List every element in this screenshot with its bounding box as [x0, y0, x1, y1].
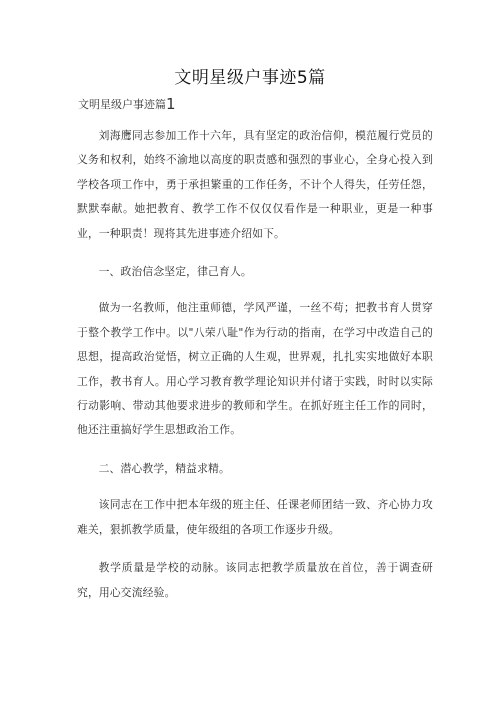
paragraph-section-1: 做为一名教师，他注重师德，学风严谨，一丝不苟；把教书育人贯穿于整个教学工作中。以"八荣八耻"作为行动的指南，在学习中改造自己的思想，提高政治觉悟，树立正确的人生观，世界观，扎扎实实地做好本职工作，教书育人。用心学习教育教学理论知识并付诸于实践，时时以实际行动影响、带动其他要求进步的教师和学生。在抓好班主任工作的同时，他还注重搞好学生思想政治工作。 — [77, 301, 433, 437]
paragraph-section-2b: 教学质量是学校的动脉。该同志把教学质量放在首位，善于调查研究，用心交流经验。 — [77, 561, 433, 599]
document-subtitle — [78, 95, 176, 113]
subtitle-text: 文明星级户事迹篇 — [78, 98, 166, 111]
subtitle-number: 1 — [166, 95, 176, 113]
paragraph-intro: 刘海鹰同志参加工作十六年，具有坚定的政治信仰，模范履行党员的义务和权利，始终不渝地以高度的职责感和强烈的事业心，全身心投入到学校各项工作中，勇于承担繁重的工作任务，不计个人得失，任劳任怨，默默奉献。她把教育、教学工作不仅仅仅看作是一种职业，更是一种事业，一种职责！现将其先进事迹介绍如下。 — [77, 129, 433, 240]
paragraph-section-2a: 该同志在工作中把本年级的班主任、任课老师团结一致、齐心协力攻难关，狠抓教学质量，使年级组的各项工作逐步升级。 — [77, 498, 433, 536]
document-title: 文明星级户事迹5篇 — [174, 68, 326, 88]
section-heading-1: 一、政治信念坚定，律己育人。 — [98, 265, 252, 279]
document-body — [77, 124, 433, 619]
section-heading-2: 二、潜心教学，精益求精。 — [98, 461, 230, 475]
